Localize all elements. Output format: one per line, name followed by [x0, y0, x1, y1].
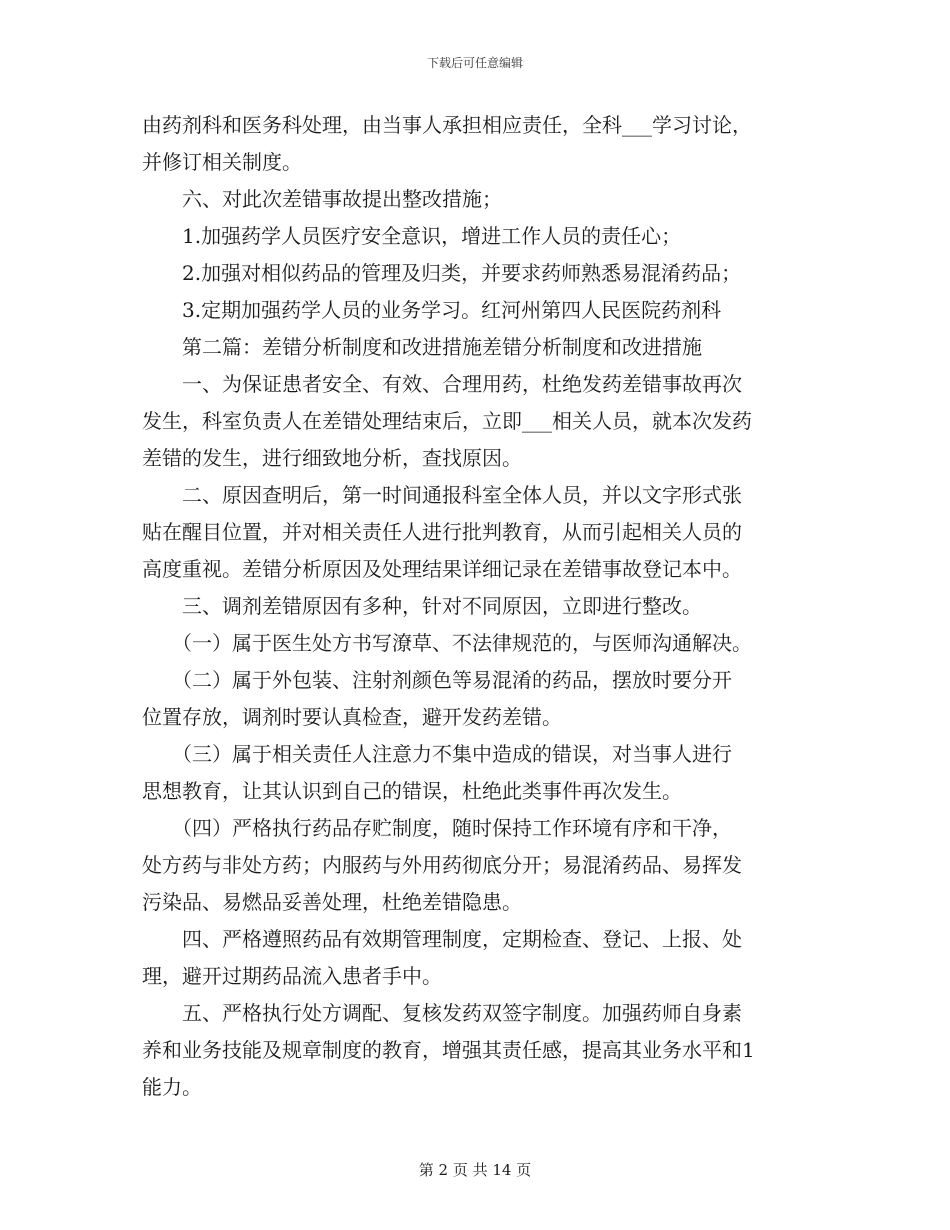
- text-line: （一）属于医生处方书写潦草、不法律规范的，与医师沟通解决。: [142, 631, 752, 655]
- document-body: [142, 100, 814, 1099]
- text-line: 四、严格遵照药品有效期管理制度，定期检查、登记、上报、处: [142, 927, 742, 951]
- text-line: 五、严格执行处方调配、复核发药双签字制度。加强药师自身素: [142, 1001, 742, 1025]
- text-line: 位置存放，调剂时要认真检查，避开发药差错。: [142, 705, 562, 729]
- text-line: 一、为保证患者安全、有效、合理用药，杜绝发药差错事故再次: [142, 372, 742, 396]
- text-line: 理，避开过期药品流入患者手中。: [142, 964, 442, 988]
- text-line: 二、原因查明后，第一时间通报科室全体人员，并以文字形式张: [142, 483, 742, 507]
- text-line: 第二篇：差错分析制度和改进措施差错分析制度和改进措施: [142, 335, 702, 359]
- text-line: （二）属于外包装、注射剂颜色等易混淆的药品，摆放时要分开: [142, 668, 732, 692]
- text-line: 六、对此次差错事故提出整改措施；: [142, 187, 502, 211]
- text-line: 贴在醒目位置，并对相关责任人进行批判教育，从而引起相关人员的: [142, 520, 742, 544]
- text-line: 发生，科室负责人在差错处理结束后，立即___相关人员，就本次发药: [142, 409, 752, 433]
- text-line: 处方药与非处方药；内服药与外用药彻底分开；易混淆药品、易挥发: [142, 853, 742, 877]
- text-line: 并修订相关制度。: [142, 150, 302, 174]
- page-number: 第 2 页 共 14 页: [418, 1161, 532, 1179]
- text-line: 污染品、易燃品妥善处理，杜绝差错隐患。: [142, 890, 522, 914]
- page-header: 下载后可任意编辑: [426, 56, 523, 70]
- text-line: 由药剂科和医务科处理，由当事人承担相应责任，全科___学习讨论，: [142, 113, 752, 137]
- text-line: 差错的发生，进行细致地分析，查找原因。: [142, 446, 522, 470]
- text-line: （四）严格执行药品存贮制度，随时保持工作环境有序和干净，: [142, 816, 732, 840]
- text-line: 三、调剂差错原因有多种，针对不同原因，立即进行整改。: [142, 594, 702, 618]
- text-line: （三）属于相关责任人注意力不集中造成的错误，对当事人进行: [142, 742, 732, 766]
- text-line: 思想教育，让其认识到自己的错误，杜绝此类事件再次发生。: [142, 779, 682, 803]
- text-line: 2.加强对相似药品的管理及归类，并要求药师熟悉易混淆药品；: [142, 261, 742, 285]
- text-line: 1.加强药学人员医疗安全意识，增进工作人员的责任心；: [142, 224, 682, 248]
- text-line: 高度重视。差错分析原因及处理结果详细记录在差错事故登记本中。: [142, 557, 742, 581]
- text-line: 3.定期加强药学人员的业务学习。红河州第四人民医院药剂科: [142, 298, 722, 322]
- text-line: 养和业务技能及规章制度的教育，增强其责任感，提高其业务水平和1: [142, 1038, 755, 1062]
- text-line: 能力。: [142, 1075, 202, 1099]
